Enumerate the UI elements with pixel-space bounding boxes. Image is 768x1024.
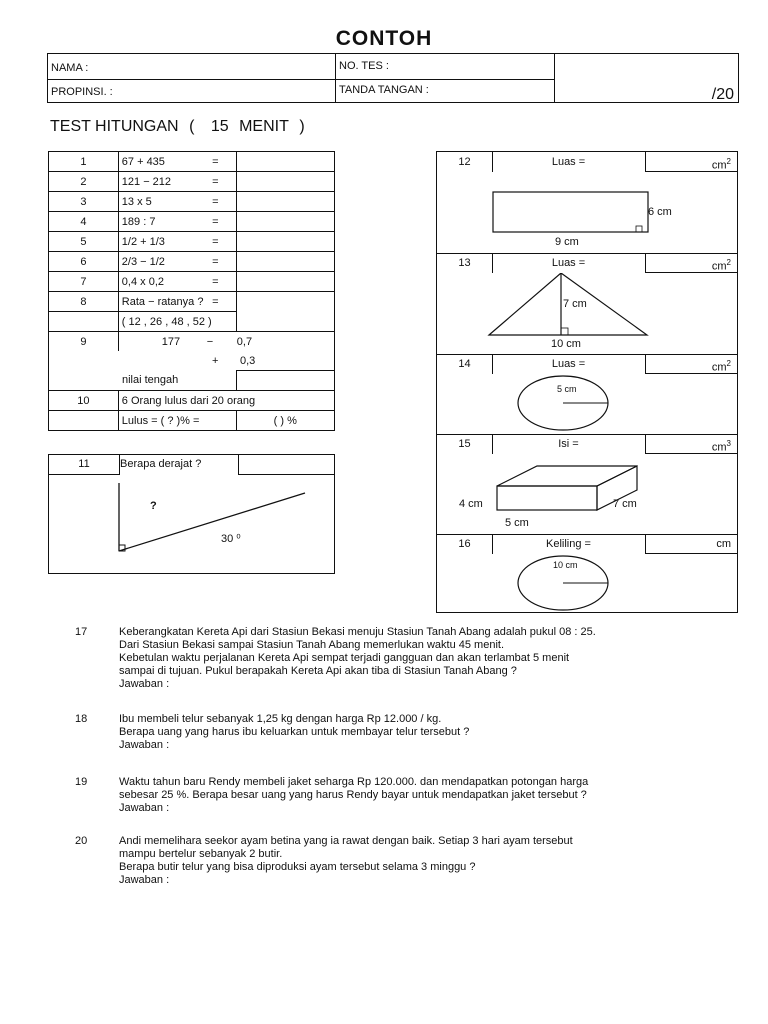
q15-label: Isi = [558,438,579,450]
problem-text [119,776,729,815]
q12-label: Luas = [551,156,586,168]
question-expression [118,332,334,352]
answer-cell[interactable] [236,272,335,292]
propinsi-field[interactable]: PROPINSI. : [51,86,113,98]
question-expression [49,351,335,371]
minus-sign: − [206,335,214,348]
answer-cell[interactable]: ( ) % [236,411,335,431]
question-number: 2 [49,172,119,192]
expression-text: 121 − 212 [121,175,172,188]
expression-text: 189 : 7 [121,215,156,228]
question-expression [118,232,236,252]
question-number: 4 [49,212,119,232]
q14-radius: 5 cm [557,384,577,394]
q11-number: 11 [49,455,120,475]
answer-cell[interactable] [236,212,335,232]
circle-diagram [437,374,737,434]
q14-header [437,354,737,374]
page-title: CONTOH [335,27,433,50]
q13-label: Luas = [551,257,586,269]
q16-header [437,534,737,554]
problem-text [119,626,729,691]
jawaban-label[interactable]: Jawaban : [119,739,170,751]
table-row [49,292,335,312]
q13-base: 10 cm [551,338,581,350]
problem-line: Ibu membeli telur sebanyak 1,25 kg dengan harga Rp 12.000 / kg. [119,713,442,725]
expression-text: Rata − ratanya ? [121,295,204,308]
question-expression [118,192,236,212]
table-row [49,152,335,172]
table-row [49,351,335,371]
problem-line: Kebetulan waktu perjalanan Kereta Api sempat terjadi gangguan dan akan terlambat 5 menit [119,652,570,664]
question-expression: ( 12 , 26 , 48 , 52 ) [118,312,236,332]
q16-label: Keliling = [546,538,591,550]
equals-sign: = [212,215,219,228]
q12-height: 6 cm [648,206,672,218]
expression-text: 1/2 + 1/3 [121,235,165,248]
q11-label: Berapa derajat ? [120,458,202,470]
jawaban-label[interactable]: Jawaban : [119,802,170,814]
subtitle-paren-open: ( [189,118,195,135]
test-subtitle [50,118,311,136]
header-divider-v [335,54,336,102]
q11-answer-box[interactable] [238,455,335,475]
q15-unit: cm [711,441,727,454]
left-question-table [48,151,335,431]
q15-number: 15 [437,434,493,454]
expression-text: 13 x 5 [121,195,152,208]
question-number: 6 [49,252,119,272]
q15-width: 5 cm [505,517,529,529]
problem-text [119,835,729,887]
table-row [49,371,335,391]
q16-radius: 10 cm [553,560,578,570]
answer-cell[interactable] [236,152,335,172]
question-expression [118,272,236,292]
header-divider-h [48,79,554,80]
q11-angle-label: 30 ⁰ [221,533,241,545]
right-column [436,151,738,613]
problem-line: Berapa uang yang harus ibu keluarkan untuk membayar telur tersebut ? [119,726,470,738]
question-number: 9 [49,332,119,352]
jawaban-label[interactable]: Jawaban : [119,678,170,690]
q12-header [437,152,737,172]
table-row [49,411,335,431]
q14-number: 14 [437,354,493,374]
q13-unit: cm [711,260,727,273]
question-number: 5 [49,232,119,252]
q16-answer-box[interactable] [645,534,737,554]
q14-exp: 2 [726,359,731,368]
circle-diagram-2 [437,554,737,612]
table-row [49,252,335,272]
equals-sign: = [212,195,219,208]
answer-cell[interactable] [236,232,335,252]
problem-line: Andi memelihara seekor ayam betina yang ia rawat dengan baik. Setiap 3 hari ayam tersebut [119,835,573,847]
q12-number: 12 [437,152,493,172]
expression-text: 2/3 − 1/2 [121,255,165,268]
answer-cell[interactable] [236,172,335,192]
jawaban-label[interactable]: Jawaban : [119,874,170,886]
q15-height: 4 cm [459,498,483,510]
q12-unit: cm [711,159,727,172]
problem-line: Dari Stasiun Bekasi sampai Stasiun Tanah Abang memerlukan waktu 45 menit. [119,639,505,651]
number-0-7: 0,7 [236,335,253,348]
question-number: 8 [49,292,119,312]
q14-label: Luas = [551,358,586,370]
subtitle-paren-close: ) [299,118,305,135]
q15-exp: 3 [726,439,731,448]
question-expression [118,252,236,272]
equals-sign: = [212,155,219,168]
q14-unit: cm [711,361,727,374]
table-row [49,192,335,212]
equals-sign: = [212,235,219,248]
q15-depth: 7 cm [613,498,637,510]
score-label: /20 [711,86,734,103]
answer-cell[interactable] [236,292,335,332]
q13-height: 7 cm [563,298,587,310]
answer-cell[interactable] [236,371,335,391]
equals-sign: = [212,175,219,188]
rectangle-diagram [437,172,737,254]
q12-exp: 2 [726,157,731,166]
problem-line: Keberangkatan Kereta Api dari Stasiun Bekasi menuju Stasiun Tanah Abang adalah pukul 08 : 25. [119,626,596,638]
triangle-diagram [437,273,737,355]
q16-unit: cm [716,538,731,550]
subtitle-text: TEST HITUNGAN [50,118,179,135]
answer-cell[interactable] [236,192,335,212]
question-number: 10 [49,391,119,411]
problem-line: Berapa butir telur yang bisa diproduksi ayam tersebut selama 3 minggu ? [119,861,476,873]
table-row [49,272,335,292]
q13-exp: 2 [726,258,731,267]
q12-answer-box[interactable] [645,152,737,172]
number-0-3: 0,3 [240,354,256,367]
question-expression: 6 Orang lulus dari 20 orang [118,391,334,411]
table-row [49,232,335,252]
question-expression: Lulus = ( ? )% = [118,411,236,431]
q15-header [437,434,737,454]
question-expression [118,212,236,232]
table-row [49,172,335,192]
empty-cell [49,312,119,332]
q11-box [48,454,335,574]
problem-number: 18 [75,713,88,725]
q14-answer-box[interactable] [645,354,737,374]
box-diagram [437,454,737,534]
equals-sign: = [212,255,219,268]
angle-diagram [49,475,334,573]
problem-number: 17 [75,626,88,638]
table-row [49,212,335,232]
table-row [49,332,335,352]
question-number: 3 [49,192,119,212]
q13-answer-box[interactable] [645,253,737,273]
problem-text [119,713,729,752]
problem-number: 20 [75,835,88,847]
question-expression [118,152,236,172]
expression-text: 67 + 435 [121,155,165,168]
answer-cell[interactable] [236,252,335,272]
q12-width: 9 cm [555,236,579,248]
problem-line: mampu bertelur sebanyak 2 butir. [119,848,283,860]
expression-text: 0,4 x 0,2 [121,275,164,288]
table-row [49,391,335,411]
question-number: 1 [49,152,119,172]
q13-header [437,253,737,273]
q15-answer-box[interactable] [645,434,737,454]
header-table [47,53,555,103]
no-tes-field[interactable]: NO. TES : [339,60,389,72]
q11-question-mark: ? [150,500,157,512]
subtitle-minutes: 15 [210,118,229,135]
question-number: 7 [49,272,119,292]
subtitle-menit: MENIT [239,118,289,135]
number-177: 177 [161,335,181,348]
plus-sign: + [212,354,219,367]
question-expression [118,172,236,192]
nama-field[interactable]: NAMA : [51,62,89,74]
empty-cell [49,411,119,431]
nilai-tengah-label: nilai tengah [122,374,179,387]
question-expression [118,292,236,312]
question-expression [49,371,237,391]
problem-line: Waktu tahun baru Rendy membeli jaket seharga Rp 120.000. dan mendapatkan potongan harga [119,776,589,788]
equals-sign: = [212,295,219,308]
q16-number: 16 [437,534,493,554]
problem-line: sebesar 25 %. Berapa besar uang yang harus Rendy bayar untuk mendapatkan jaket tersebut ? [119,789,587,801]
score-box [554,53,739,103]
equals-sign: = [212,275,219,288]
tanda-tangan-field[interactable]: TANDA TANGAN : [339,84,429,96]
problem-number: 19 [75,776,88,788]
q13-number: 13 [437,253,493,273]
problem-line: sampai di tujuan. Pukul berapakah Kereta Api akan tiba di Stasiun Tanah Abang ? [119,665,517,677]
